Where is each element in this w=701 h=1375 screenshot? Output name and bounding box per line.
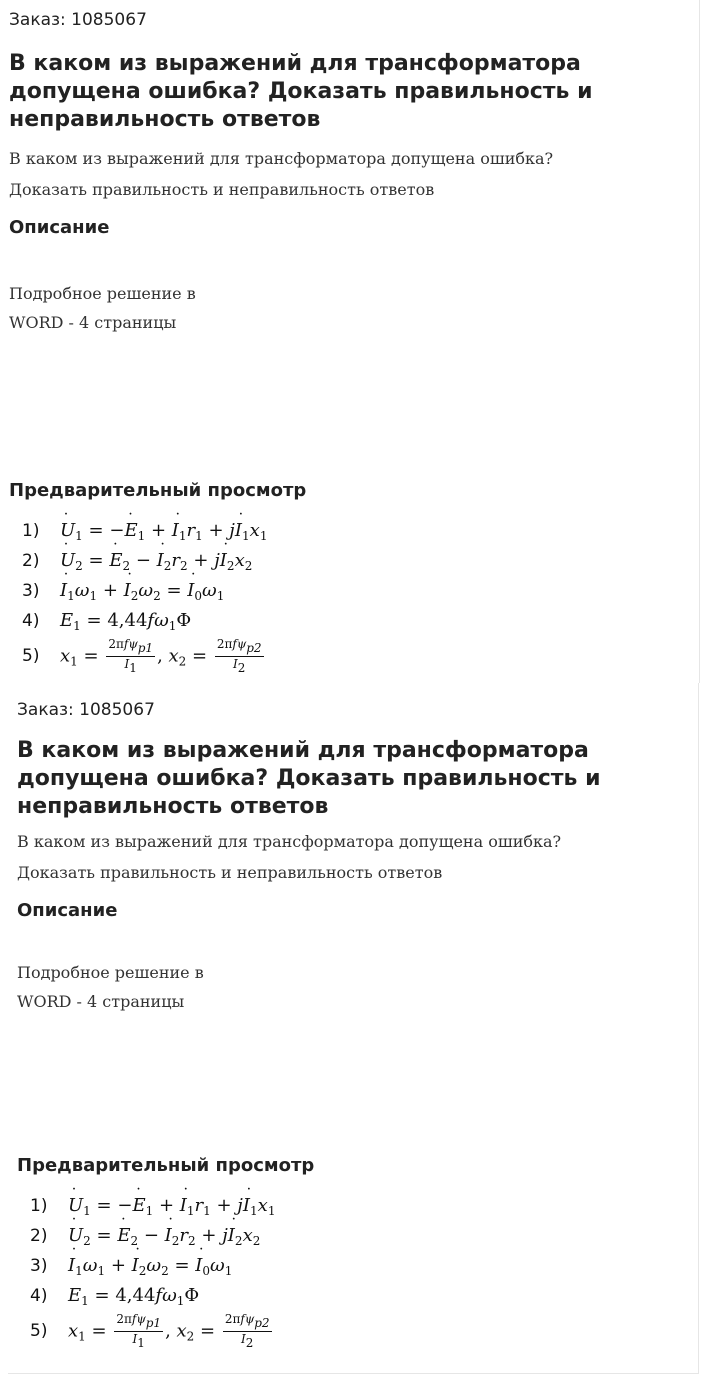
formula-1	[22, 516, 267, 546]
page-title: В каком из выражений для трансформатора допущена ошибка? Доказать правильность и неправильность ответов	[9, 51, 593, 132]
formula-number: 2)	[22, 551, 40, 571]
task-text	[9, 143, 689, 205]
formula-2	[22, 546, 267, 576]
fraction: $\frac{2\pi f\psi_{p2}}{I_2}$	[224, 1311, 270, 1350]
task-text-line: В каком из выражений для трансформатора допущена ошибка?	[17, 832, 562, 851]
preview-heading: Предварительный просмотр	[17, 1155, 315, 1176]
formula-expression: $E_1 = 4,44f\omega_1\Phi$	[60, 609, 192, 633]
formula-number: 5)	[22, 646, 40, 666]
formula-4	[22, 606, 267, 636]
fraction: $\frac{2\pi f\psi_{p1}}{I_1}$	[108, 636, 154, 675]
formula-number: 3)	[30, 1256, 48, 1276]
formula-number: 5)	[30, 1321, 48, 1341]
description-heading: Описание	[9, 217, 110, 238]
formula-5	[30, 1311, 275, 1351]
task-text-line: Доказать правильность и неправильность ответов	[17, 863, 443, 882]
task-card-2	[8, 683, 699, 1374]
task-text-line: В каком из выражений для трансформатора допущена ошибка?	[9, 149, 554, 168]
formula-number: 1)	[22, 521, 40, 541]
preview-heading: Предварительный просмотр	[9, 480, 307, 501]
formula-3	[22, 576, 267, 606]
task-text	[17, 826, 697, 888]
formula-expression: $E_1 = 4,44f\omega_1\Phi$	[68, 1284, 200, 1308]
page-title: В каком из выражений для трансформатора допущена ошибка? Доказать правильность и неправильность ответов	[17, 738, 601, 819]
fraction: $\frac{2\pi f\psi_{p2}}{I_2}$	[216, 636, 262, 675]
formula-2	[30, 1221, 275, 1251]
formula-3	[30, 1251, 275, 1281]
formula-number: 4)	[30, 1286, 48, 1306]
description-text	[9, 279, 196, 337]
order-number: Заказ: 1085067	[9, 10, 147, 30]
formula-expression: ˙ $U_2$ = ˙ $E_2$ − ˙ $I_2r_2$ + j˙ $I_2x_2$	[60, 550, 252, 573]
description-line: Подробное решение в	[9, 284, 196, 303]
formula-expression: ˙ $U_1$ = −˙ $E_1$ + ˙ $I_1r_1$ + j˙ $I_1x_1$	[68, 1195, 275, 1218]
formula-1	[30, 1191, 275, 1221]
description-line: WORD - 4 страницы	[9, 313, 177, 332]
description-text	[17, 958, 204, 1016]
formula-number: 2)	[30, 1226, 48, 1246]
formula-number: 3)	[22, 581, 40, 601]
task-text-line: Доказать правильность и неправильность ответов	[9, 180, 435, 199]
formula-4	[30, 1281, 275, 1311]
formula-expression: ˙ $I_1\omega_1$ + ˙ $I_2\omega_2$ = ˙ $I_0\omega_1$	[60, 580, 224, 603]
formula-expression: $x_1$ = $\frac{2\pi f\psi_{p1}}{I_1}$ , $x_2$ = $\frac{2\pi f\psi_{p2}}{I_2}$	[68, 1311, 270, 1350]
description-heading: Описание	[17, 900, 118, 921]
description-line: WORD - 4 страницы	[17, 992, 185, 1011]
formula-list	[22, 516, 267, 676]
formula-expression: ˙ $I_1\omega_1$ + ˙ $I_2\omega_2$ = ˙ $I_0\omega_1$	[68, 1255, 232, 1278]
order-number: Заказ: 1085067	[17, 700, 155, 720]
formula-number: 4)	[22, 611, 40, 631]
formula-5	[22, 636, 267, 676]
formula-expression: $x_1$ = $\frac{2\pi f\psi_{p1}}{I_1}$ , $x_2$ = $\frac{2\pi f\psi_{p2}}{I_2}$	[60, 636, 262, 675]
description-line: Подробное решение в	[17, 963, 204, 982]
formula-number: 1)	[30, 1196, 48, 1216]
formula-expression: ˙ $U_1$ = −˙ $E_1$ + ˙ $I_1r_1$ + j˙ $I_1x_1$	[60, 520, 267, 543]
fraction: $\frac{2\pi f\psi_{p1}}{I_1}$	[116, 1311, 162, 1350]
task-card-1	[0, 0, 701, 683]
formula-expression: ˙ $U_2$ = ˙ $E_2$ − ˙ $I_2r_2$ + j˙ $I_2x_2$	[68, 1225, 260, 1248]
formula-list	[30, 1191, 275, 1351]
